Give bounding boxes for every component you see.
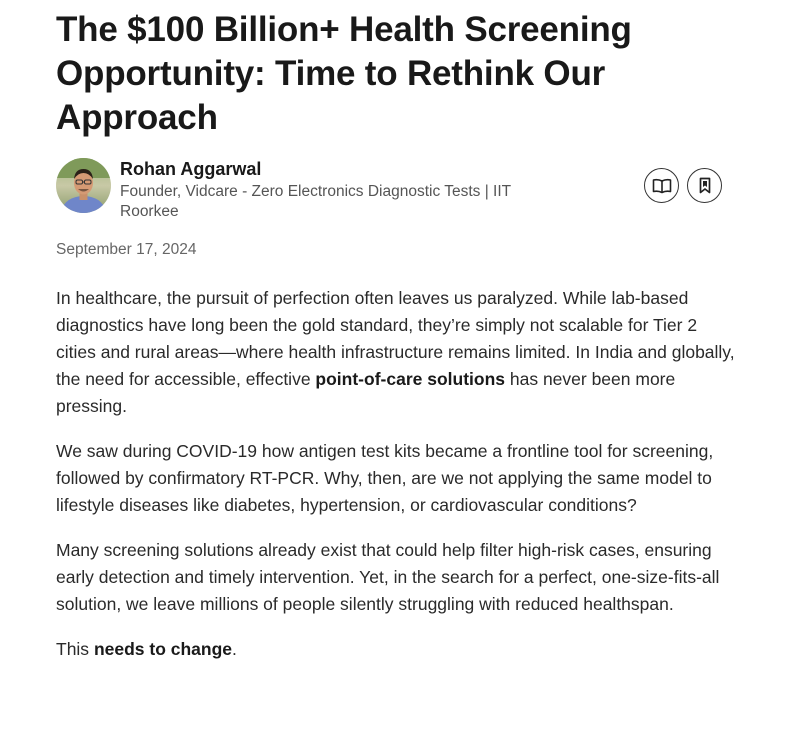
- author-row: [56, 157, 736, 229]
- paragraph-1-bold: point-of-care solutions: [315, 369, 505, 389]
- paragraph-1-text-b: has never been more pressing.: [56, 369, 676, 416]
- bookmark-icon: [698, 177, 712, 194]
- author-avatar[interactable]: [56, 158, 111, 213]
- paragraph-1-text-a: In healthcare, the pursuit of perfection often leaves us paralyzed. While lab-based diagnostics have long been the gold standard, they’re simply not scalable for Tier 2 cities and rural areas—where health infrastructure remains limited. In India and globally, the need for accessible, effective: [56, 288, 735, 389]
- save-button[interactable]: [687, 168, 722, 203]
- open-book-icon: [652, 178, 672, 194]
- article-actions: [644, 168, 722, 203]
- read-mode-button[interactable]: [644, 168, 679, 203]
- article: [56, 0, 736, 681]
- publish-date: September 17, 2024: [56, 241, 197, 258]
- avatar-photo-icon: [56, 158, 111, 213]
- paragraph-4: [56, 636, 736, 663]
- article-body: [56, 285, 736, 663]
- author-info: [120, 157, 560, 222]
- author-headline: Founder, Vidcare - Zero Electronics Diagnostic Tests | IIT Roorkee: [120, 183, 511, 220]
- author-name[interactable]: Rohan Aggarwal: [120, 159, 262, 179]
- article-title: The $100 Billion+ Health Screening Opportunity: Time to Rethink Our Approach: [56, 10, 632, 137]
- paragraph-4-text-b: .: [232, 639, 237, 659]
- paragraph-4-bold: needs to change: [93, 639, 233, 659]
- paragraph-1: [56, 285, 736, 420]
- paragraph-3: Many screening solutions already exist that could help filter high-risk cases, ensuring early detection and timely intervention. Yet, in the search for a perfect, one-size-fits-all solution, we leave millions of people silently struggling with reduced healthspan.: [56, 540, 720, 614]
- paragraph-2: We saw during COVID-19 how antigen test kits became a frontline tool for screening, followed by confirmatory RT-PCR. Why, then, are we not applying the same model to lifestyle diseases like diabetes, hypertension, or cardiovascular conditions?: [56, 441, 714, 515]
- paragraph-4-text-a: This: [56, 639, 94, 659]
